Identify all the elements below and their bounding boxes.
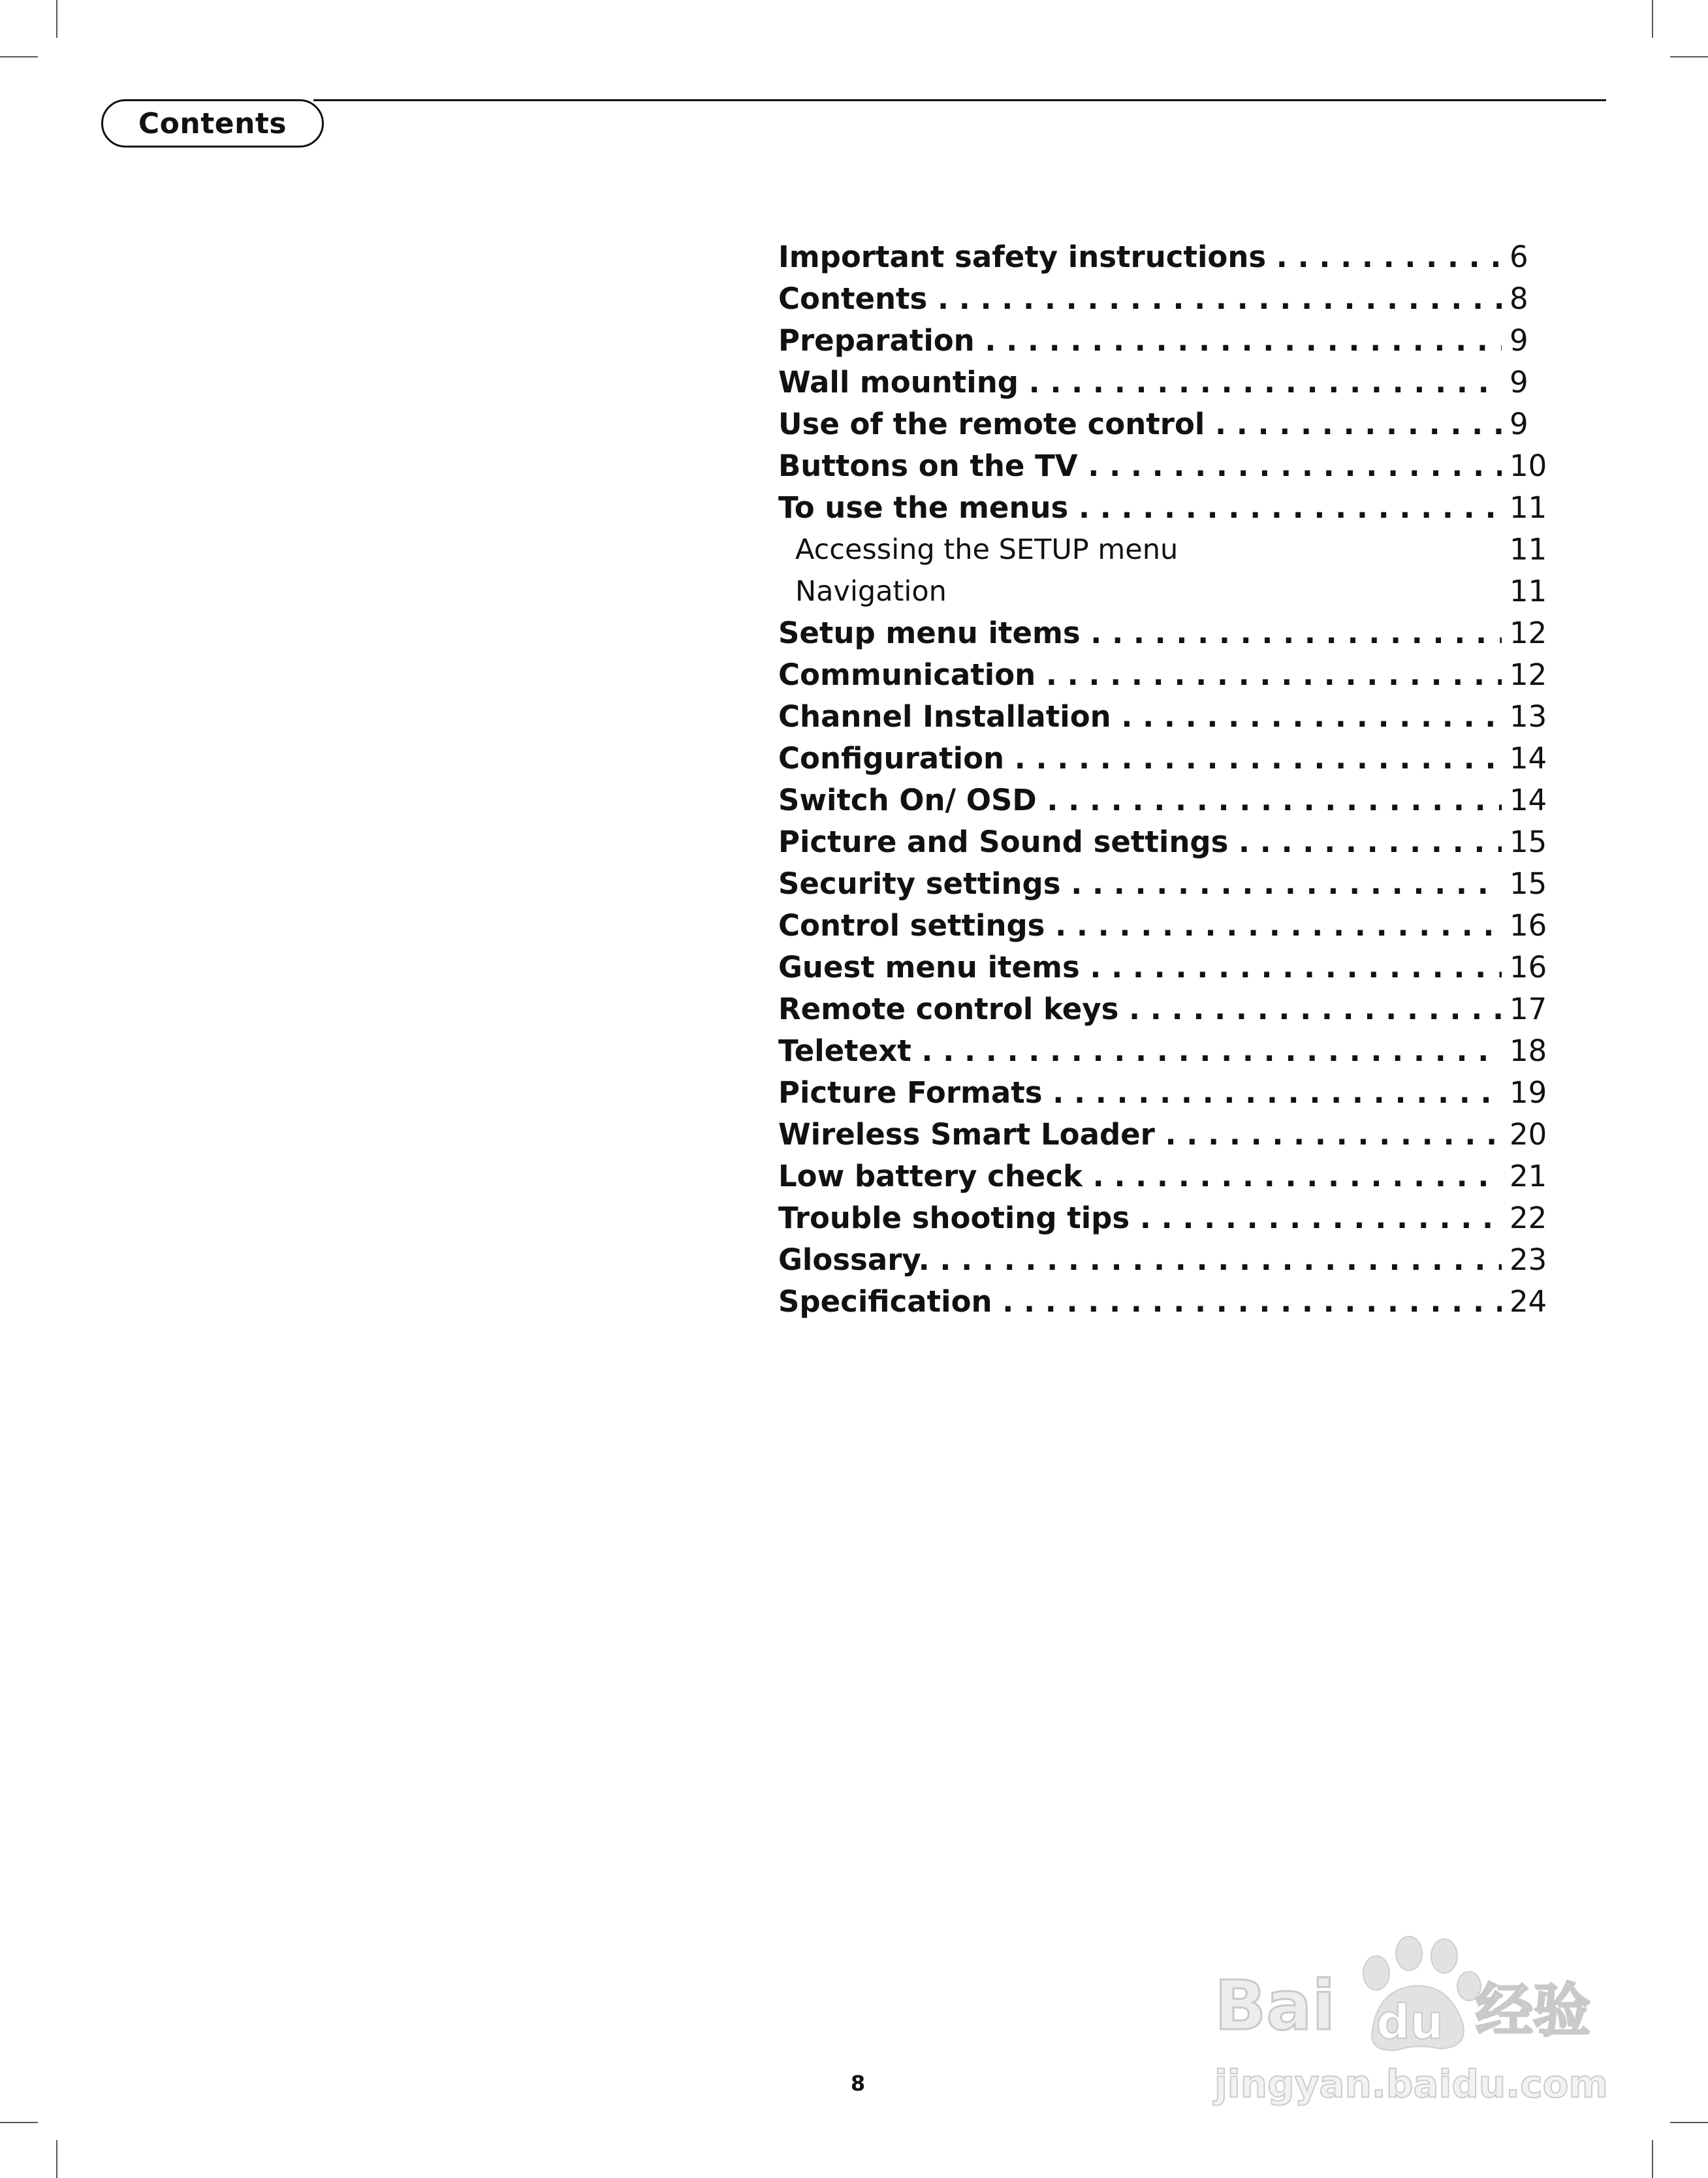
toc-entry-page: 9 <box>1502 320 1549 362</box>
toc-entry-title: Wireless Smart Loader . . . <box>778 1114 1516 1156</box>
toc-entry[interactable] <box>778 362 1549 403</box>
toc-entry-title: Setup menu items . . . <box>778 612 1516 654</box>
toc-entry-page: 13 <box>1502 696 1549 738</box>
toc-entry-title: Trouble shooting tips . . . <box>778 1197 1516 1239</box>
toc-entry-page: 17 <box>1502 988 1549 1030</box>
toc-entry-page: 24 <box>1502 1281 1549 1323</box>
toc-entry-page: 11 <box>1502 529 1549 571</box>
toc-entry-page: 15 <box>1502 821 1549 863</box>
crop-mark <box>1652 0 1653 38</box>
toc-entry-page: 14 <box>1502 780 1549 821</box>
toc-entry-page: 9 <box>1502 403 1549 445</box>
toc-entry-title: To use the menus . . . <box>778 487 1516 529</box>
crop-mark <box>1670 56 1708 57</box>
toc-entry[interactable] <box>778 1239 1549 1281</box>
toc-entry[interactable] <box>778 487 1549 529</box>
toc-entry[interactable] <box>778 780 1549 821</box>
toc-subentry[interactable] <box>778 529 1549 571</box>
toc-entry-title: Picture and Sound settings . . . <box>778 821 1516 863</box>
crop-mark <box>56 2140 57 2178</box>
toc-entry[interactable] <box>778 1030 1549 1072</box>
toc-entry-title: Low battery check . . . <box>778 1156 1516 1197</box>
toc-entry-title: Configuration . . . <box>778 738 1516 780</box>
toc-entry-page: 8 <box>1502 278 1549 320</box>
toc-entry[interactable] <box>778 278 1549 320</box>
toc-entry-title: Remote control keys . . . <box>778 988 1516 1030</box>
crop-mark <box>1652 2140 1653 2178</box>
toc-entry-page: 22 <box>1502 1197 1549 1239</box>
toc-entry-page: 6 <box>1502 236 1549 278</box>
toc-entry-page: 11 <box>1502 487 1549 529</box>
toc-entry-title: Buttons on the TV . . . <box>778 445 1516 487</box>
toc-entry[interactable] <box>778 654 1549 696</box>
page-number: 8 <box>850 2071 866 2096</box>
toc-entry-page: 15 <box>1502 863 1549 905</box>
toc-entry-page: 18 <box>1502 1030 1549 1072</box>
toc-entry-page: 9 <box>1502 362 1549 403</box>
toc-entry[interactable] <box>778 905 1549 947</box>
toc-entry-page: 16 <box>1502 905 1549 947</box>
toc-entry[interactable] <box>778 947 1549 988</box>
toc-entry-title: Security settings . . . <box>778 863 1516 905</box>
toc-entry-page: 14 <box>1502 738 1549 780</box>
toc-entry-page: 12 <box>1502 654 1549 696</box>
crop-mark <box>56 0 57 38</box>
toc-entry-page: 23 <box>1502 1239 1549 1281</box>
toc-entry[interactable] <box>778 403 1549 445</box>
toc-entry[interactable] <box>778 738 1549 780</box>
toc-entry[interactable] <box>778 445 1549 487</box>
toc-entry-title: Control settings . . . <box>778 905 1516 947</box>
toc-entry-page: 19 <box>1502 1072 1549 1114</box>
toc-entry-title: Navigation <box>795 575 947 608</box>
section-title-tab <box>101 99 324 148</box>
section-title: Contents <box>138 106 287 140</box>
toc-entry-title: Picture Formats . . . <box>778 1072 1516 1114</box>
svg-text:经验: 经验 <box>1476 1977 1591 2044</box>
toc-entry-title: Wall mounting . . . <box>778 362 1516 403</box>
header-rule <box>313 99 1606 101</box>
toc-entry-title: Channel Installation . . . <box>778 696 1516 738</box>
toc-entry[interactable] <box>778 1114 1549 1156</box>
toc-entry-title: Teletext . . . <box>778 1030 1516 1072</box>
toc-entry[interactable] <box>778 1156 1549 1197</box>
toc-entry[interactable] <box>778 1197 1549 1239</box>
toc-entry-title: Communication . . . <box>778 654 1516 696</box>
toc-entry-title: Use of the remote control . . . <box>778 403 1516 445</box>
svg-text:Bai: Bai <box>1214 1966 1336 2045</box>
toc-entry-title: Specification . . . <box>778 1281 1516 1323</box>
toc-entry[interactable] <box>778 1072 1549 1114</box>
toc-entry-page: 12 <box>1502 612 1549 654</box>
table-of-contents <box>778 236 1549 1323</box>
toc-subentry[interactable] <box>778 571 1549 612</box>
crop-mark <box>0 2122 38 2123</box>
toc-entry[interactable] <box>778 863 1549 905</box>
toc-entry[interactable] <box>778 612 1549 654</box>
toc-entry-page: 10 <box>1502 445 1549 487</box>
toc-entry-title: Guest menu items . . . <box>778 947 1516 988</box>
svg-text:jingyan.baidu.com: jingyan.baidu.com <box>1214 2062 1608 2106</box>
baidu-watermark-logo <box>1201 1913 1619 2115</box>
toc-entry-title: Contents . . . <box>778 278 1516 320</box>
crop-mark <box>1670 2122 1708 2123</box>
toc-entry[interactable] <box>778 1281 1549 1323</box>
toc-entry[interactable] <box>778 320 1549 362</box>
toc-entry[interactable] <box>778 821 1549 863</box>
toc-entry-title: Important safety instructions . . . <box>778 236 1516 278</box>
toc-entry[interactable] <box>778 696 1549 738</box>
toc-entry-title: Switch On/ OSD . . . <box>778 780 1516 821</box>
toc-entry[interactable] <box>778 988 1549 1030</box>
toc-entry-title: Glossary. . . . <box>778 1239 1516 1281</box>
toc-entry-page: 20 <box>1502 1114 1549 1156</box>
toc-entry-page: 21 <box>1502 1156 1549 1197</box>
toc-entry-title: Preparation . . . <box>778 320 1516 362</box>
toc-entry-page: 16 <box>1502 947 1549 988</box>
toc-entry-page: 11 <box>1502 571 1549 612</box>
toc-entry-title: Accessing the SETUP menu <box>795 533 1178 566</box>
svg-text:du: du <box>1376 1995 1444 2049</box>
toc-entry[interactable] <box>778 236 1549 278</box>
crop-mark <box>0 56 38 57</box>
